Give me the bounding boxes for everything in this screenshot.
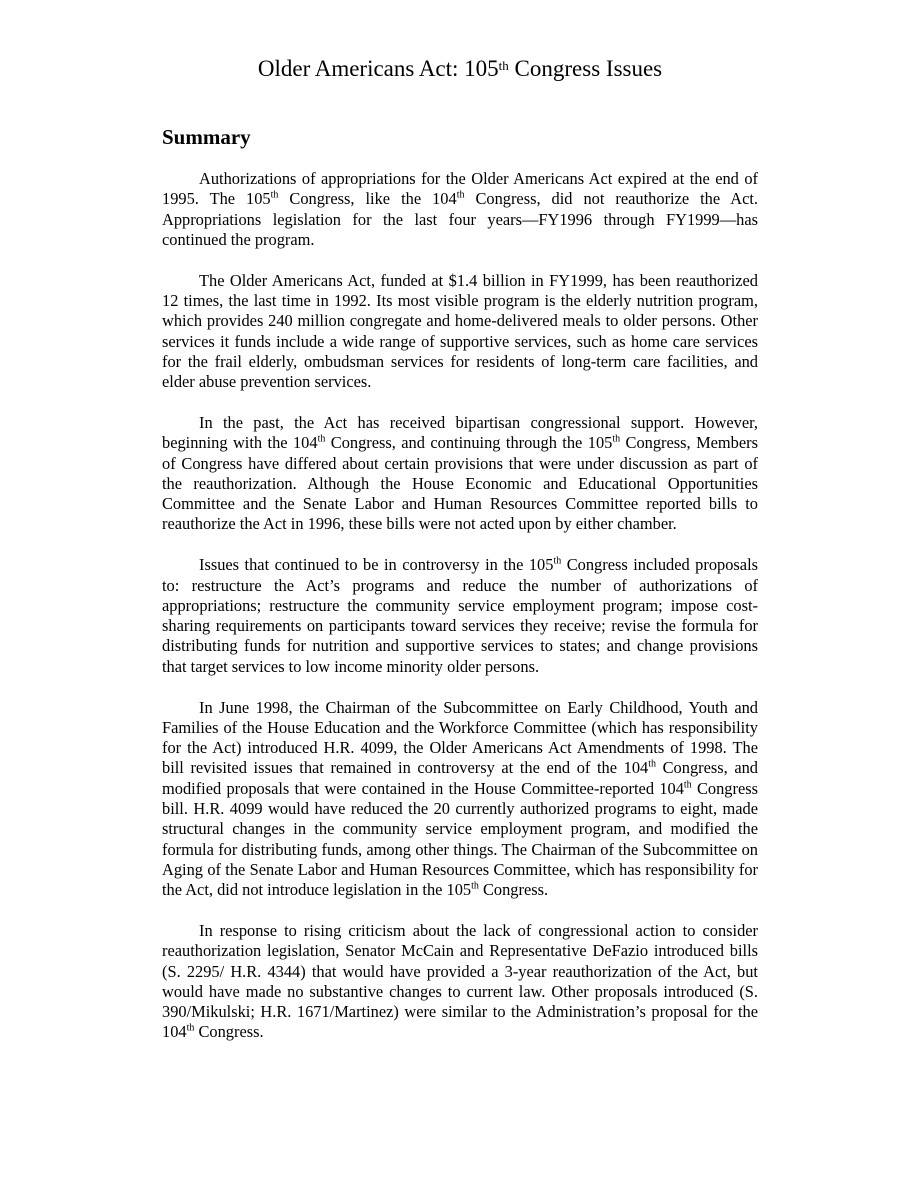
title-text-after: Congress Issues (508, 56, 663, 81)
ordinal-superscript: th (683, 779, 692, 791)
paragraph-text: Congress included proposals to: restructure the Act’s programs and reduce the number of authorizations of appropriations; restructure the community service employment program; impose cost-sharing requirements on participants toward services they receive; revise the formula for distributing funds for nutrition and supportive services to states; and change provisions that target services to low income minority older persons. (162, 555, 758, 676)
ordinal-superscript: th (471, 880, 479, 892)
paragraph-text: Congress, and modified proposals that were contained in the House Committee-reported 104 (162, 758, 759, 798)
paragraph-text: Congress. (478, 880, 549, 900)
ordinal-superscript: th (270, 189, 279, 201)
summary-paragraph (162, 271, 758, 393)
summary-paragraph (162, 413, 758, 535)
paragraph-text: Congress, did not reauthorize the Act. Appropriations legislation for the last four years—FY1996 through FY1999—has continued the program. (162, 189, 758, 249)
summary-paragraph (162, 698, 758, 901)
title-superscript: th (498, 58, 509, 73)
paragraph-text: Issues that continued to be in controversy in the 105 (199, 555, 554, 575)
summary-body (162, 169, 758, 1063)
paragraph-text: In the past, the Act has received bipartisan congressional support. However, beginning with the 104 (162, 412, 758, 453)
ordinal-superscript: th (456, 189, 465, 201)
ordinal-superscript: th (648, 758, 657, 770)
document-title (0, 54, 920, 84)
paragraph-text: Congress. (194, 1022, 264, 1042)
paragraph-text: Congress bill. H.R. 4099 would have reduced the 20 currently authorized programs to eight, made structural changes in the community service employment program, and modified the formula for distributing funds, among other things. The Chairman of the Subcommittee on Aging of the Senate Labor and Human Resources Committee, which has responsibility for the Act, did not introduce legislation in the 105 (162, 778, 758, 900)
paragraph-text: In response to rising criticism about the lack of congressional action to consider reauthorization legislation, Senator McCain and Representative DeFazio introduced bills (S. 2295/ H.R. 4344) that would have provided a 3-year reauthorization of the Act, but would have made no substantive changes to current law. Other proposals introduced (S. 390/Mikulski; H.R. 1671/Martinez) were similar to the Administration’s proposal for the 104 (162, 921, 758, 1042)
title-text-before: Older Americans Act: 105 (257, 56, 499, 81)
summary-paragraph (162, 169, 758, 250)
ordinal-superscript: th (612, 433, 621, 445)
paragraph-text: Congress, like the 104 (278, 189, 457, 209)
ordinal-superscript: th (317, 433, 326, 445)
paragraph-text: In June 1998, the Chairman of the Subcommittee on Early Childhood, Youth and Families of the House Education and the Workforce Committee (which has responsibility for the Act) introduced H.R. 4099, the Older Americans Act Amendments of 1998. The bill revisited issues that remained in controversy at the end of the 104 (162, 697, 758, 778)
section-heading: Summary (162, 125, 251, 149)
paragraph-text: Congress, and continuing through the 105 (325, 433, 613, 453)
paragraph-text: The Older Americans Act, funded at $1.4 billion in FY1999, has been reauthorized 12 times, the last time in 1992. Its most visible program is the elderly nutrition program, which provides 240 million congregate and home-delivered meals to older persons. Other services it funds include a wide range of supportive services, such as home care services for the frail elderly, ombudsman services for residents of long-term care facilities, and elder abuse prevention services. (162, 270, 758, 392)
paragraph-text: Authorizations of appropriations for the Older Americans Act expired at the end of 1995. The 105 (162, 169, 758, 209)
summary-paragraph (162, 921, 758, 1043)
ordinal-superscript: th (553, 555, 562, 567)
paragraph-text: Congress, Members of Congress have differed about certain provisions that were under discussion as part of the reauthorization. Although the House Economic and Educational Opportunities Committee and the Senate Labor and Human Resources Committee reported bills to reauthorize the Act in 1996, these bills were not acted upon by either chamber. (162, 433, 758, 534)
summary-paragraph (162, 555, 758, 677)
ordinal-superscript: th (186, 1023, 195, 1035)
